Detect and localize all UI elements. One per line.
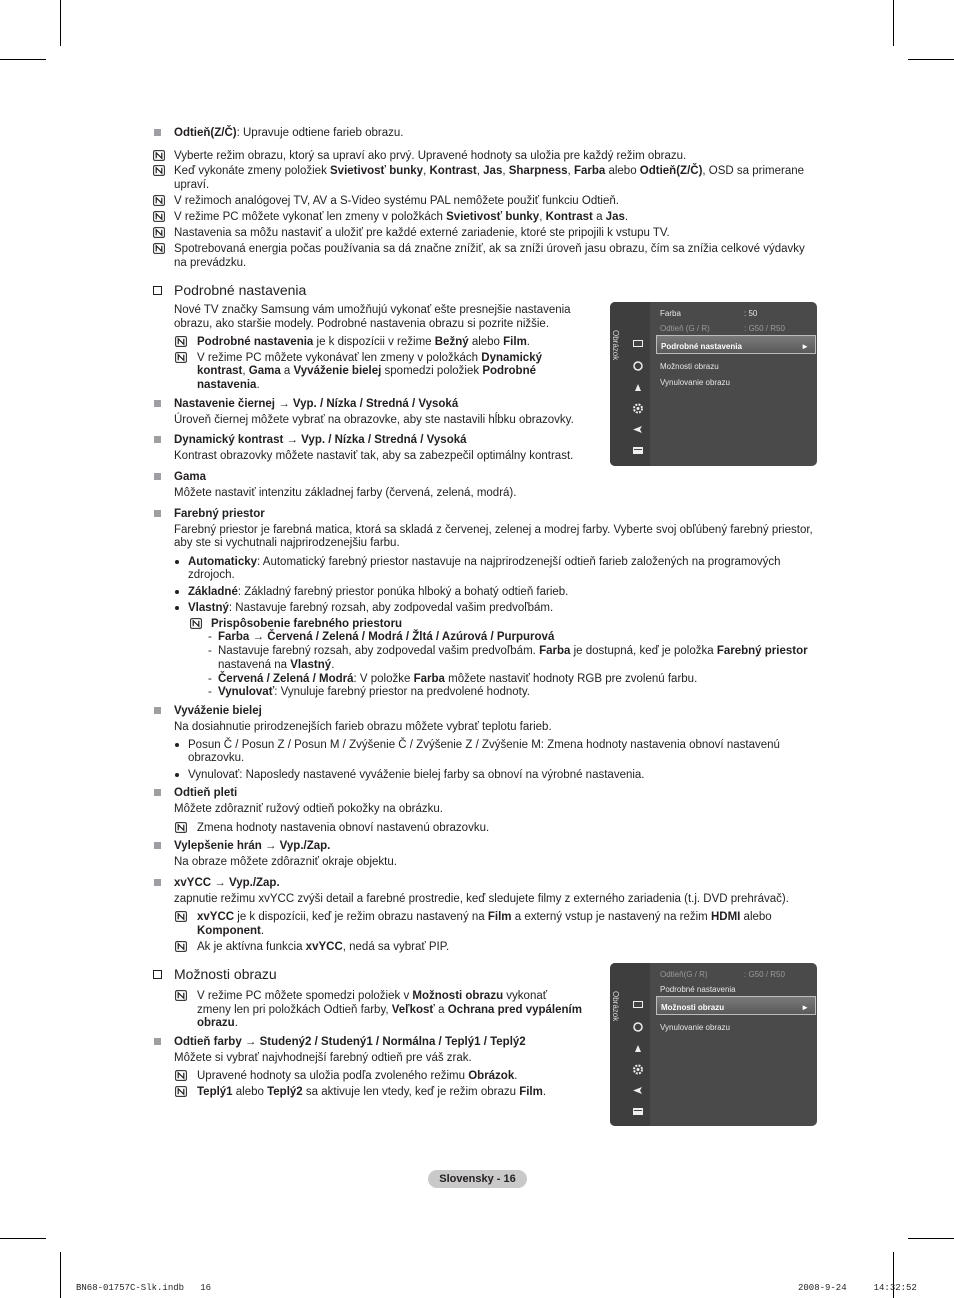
crop-mark: [60, 1252, 61, 1298]
xvycc-note-cont: Komponent.: [197, 925, 265, 937]
channel-icon: [632, 382, 644, 393]
osd-menu-podrobne: [610, 302, 817, 466]
note-icon: [153, 195, 165, 206]
arrow-right-icon: ►: [801, 1003, 809, 1012]
hran-body: Na obraze môžete zdôrazniť okraje objektu.: [174, 856, 397, 868]
dash: -: [208, 673, 212, 685]
farpr-d2: Nastavuje farebný rozsah, aby zodpovedal vašim predvoľbám. Farba je dostupná, keď je položka Farebný priestor: [218, 645, 808, 657]
osd-row-label: Odtieň(G / R): [660, 970, 708, 979]
note-icon: [175, 1070, 187, 1081]
crop-mark: [0, 59, 46, 60]
bullet-dot: [175, 773, 179, 777]
xvycc-note: xvYCC je k dispozícii, keď je režim obrazu nastavený na Film a externý vstup je nastavený na režim HDMI alebo: [197, 911, 772, 923]
channel-icon: [632, 1043, 644, 1054]
square-bullet-icon: [154, 510, 161, 517]
dash: -: [208, 631, 212, 643]
note-text: Keď vykonáte zmeny položiek Svietivosť bunky, Kontrast, Jas, Sharpness, Farba alebo Odtieň(Z/Č), OSD sa primerane: [174, 165, 805, 177]
note-text: V režime PC môžete vykonať len zmeny v položkách Svietivosť bunky, Kontrast a Jas.: [174, 211, 629, 223]
sound-icon: [632, 1021, 644, 1032]
note-text: na prevádzku.: [174, 257, 247, 269]
gama-head: Gama: [174, 471, 206, 483]
note-icon: [153, 227, 165, 238]
bullet-dot: [175, 743, 179, 747]
cierna-head: Nastavenie čiernej → Vyp. / Nízka / Stredná / Vysoká: [174, 398, 459, 410]
osd-menu-item[interactable]: Vynulovanie obrazu: [660, 378, 730, 387]
note-icon: [153, 150, 165, 161]
setup-gear-icon: [632, 403, 644, 414]
farpr-d3: Červená / Zelená / Modrá: V položke Farba môžete nastaviť hodnoty RGB pre zvolenú farbu.: [218, 673, 698, 685]
osd-selected-item[interactable]: [656, 996, 816, 1015]
note-icon: [175, 990, 187, 1001]
gama-body: Môžete nastaviť intenzitu základnej farby (červená, zelená, modrá).: [174, 487, 517, 499]
square-bullet-icon: [154, 789, 161, 796]
input-icon: [632, 424, 644, 435]
vyvaz-b2: Vynulovať: Naposledy nastavené vyváženie bielej farby sa obnoví na výrobné nastavenia.: [188, 769, 645, 781]
page-number-badge: Slovensky - 16: [428, 1170, 527, 1188]
osd-row-label: Odtieň (G / R): [660, 324, 710, 333]
farpr-bullet-cont: zdrojoch.: [188, 569, 235, 581]
odtfar-note: Teplý1 alebo Teplý2 sa aktivuje len vtedy, keď je režim obrazu Film.: [197, 1086, 547, 1098]
sound-icon: [632, 360, 644, 371]
section-heading-moznosti: Možnosti obrazu: [174, 966, 277, 982]
farpr-d4: Vynulovať: Vynuluje farebný priestor na predvolené hodnoty.: [218, 686, 530, 698]
bullet-dot: [175, 560, 179, 564]
note-icon: [175, 352, 187, 363]
moznosti-note-line: obrazu.: [197, 1017, 238, 1029]
odtien-line: Odtieň(Z/Č): Upravuje odtiene farieb obrazu.: [174, 127, 404, 139]
note-icon: [153, 243, 165, 254]
note-icon: [175, 822, 187, 833]
osd-menu-item[interactable]: Podrobné nastavenia: [660, 985, 736, 994]
osd-row-value: : 50: [744, 309, 758, 318]
osd-side-label: Obrázok: [611, 330, 620, 361]
farpr-sub-head: Prispôsobenie farebného priestoru: [211, 618, 403, 630]
note-text: Spotrebovaná energia počas používania sa dá značne znížiť, ak sa zníži úroveň jasu obrazu, čím sa znížia celkové výdavky: [174, 243, 805, 255]
square-bullet-icon: [154, 707, 161, 714]
crop-mark: [908, 1238, 954, 1239]
bullet-dot: [175, 606, 179, 610]
picture-icon: [632, 999, 644, 1010]
crop-mark: [908, 59, 954, 60]
intro-line: obrazu, ako staršie modely. Podrobné nastavenia obrazu si pozrite nižšie.: [174, 318, 550, 330]
hran-head: Vylepšenie hrán → Vyp./Zap.: [174, 840, 331, 852]
crop-mark: [893, 0, 894, 46]
note-text: Nastavenia sa môžu nastaviť a uložiť pre každé externé zariadenie, ktoré ste pripojili k vstupu TV.: [174, 227, 670, 239]
dynkon-body: Kontrast obrazovky môžete nastaviť tak, aby sa zabezpečil optimálny kontrast.: [174, 450, 574, 462]
bullet-dot: [175, 590, 179, 594]
pleti-head: Odtieň pleti: [174, 787, 238, 799]
farpr-d2b: nastavená na Vlastný.: [218, 659, 335, 671]
pleti-note: Zmena hodnoty nastavenia obnoví nastavenú obrazovku.: [197, 822, 490, 834]
dynkon-head: Dynamický kontrast → Vyp. / Nízka / Stredná / Vysoká: [174, 434, 467, 446]
note-icon: [153, 211, 165, 222]
vyvaz-head: Vyváženie bielej: [174, 705, 262, 717]
farpr-bullet: Základné: Základný farebný priestor ponúka hlboký a bohatý odtieň farieb.: [188, 586, 569, 598]
odtfar-head: Odtieň farby → Studený2 / Studený1 / Normálna / Teplý1 / Teplý2: [174, 1036, 526, 1048]
podrobne-note: Podrobné nastavenia je k dispozícii v režime Bežný alebo Film.: [197, 336, 530, 348]
checkbox-icon: [153, 970, 162, 979]
note-icon: [175, 941, 187, 952]
square-bullet-icon: [154, 842, 161, 849]
xvycc-note: Ak je aktívna funkcia xvYCC, nedá sa vybrať PIP.: [197, 941, 450, 953]
square-bullet-icon: [154, 1038, 161, 1045]
note-icon: [175, 1086, 187, 1097]
farpr-bullet: Automaticky: Automatický farebný priestor nastavuje na najprirodzenejší odtieň farieb založených na programových: [188, 556, 781, 568]
farpr-body: Farebný priestor je farebná matica, ktorá sa skladá z červenej, zelenej a modrej farby. Vyberte svoj obľúbený farebný priestor,: [174, 524, 813, 536]
square-bullet-icon: [154, 436, 161, 443]
osd-side-label: Obrázok: [611, 991, 620, 1022]
osd-selected-label: Možnosti obrazu: [661, 1003, 725, 1012]
osd-menu-moznosti: [610, 963, 817, 1126]
osd-sidebar: [610, 302, 650, 466]
dash: -: [208, 645, 212, 657]
cierna-body: Úroveň čiernej môžete vybrať na obrazovke, aby ste nastavili hĺbku obrazovky.: [174, 414, 574, 426]
farpr-bullet: Vlastný: Nastavuje farebný rozsah, aby zodpovedal vašim predvoľbám.: [188, 602, 554, 614]
crop-mark: [60, 0, 61, 46]
note-icon: [175, 336, 187, 347]
picture-icon: [632, 338, 644, 349]
podrobne-note-cont: nastavenia.: [197, 379, 260, 391]
podrobne-note: V režime PC môžete vykonávať len zmeny v položkách Dynamický: [197, 352, 542, 364]
square-bullet-icon: [154, 400, 161, 407]
osd-row-label: Farba: [660, 309, 681, 318]
osd-row-value: : G50 / R50: [744, 324, 785, 333]
moznosti-note-line: zmeny len pri položkách Odtieň farby, Veľkosť a Ochrana pred vypálením: [197, 1004, 582, 1016]
vyvaz-body: Na dosiahnutie prirodzenejších farieb obrazu môžete vybrať teplotu farieb.: [174, 721, 552, 733]
setup-gear-icon: [632, 1064, 644, 1075]
pleti-body: Môžete zdôrazniť ružový odtieň pokožky na obrázku.: [174, 803, 443, 815]
odtfar-note: Upravené hodnoty sa uložia podľa zvoleného režimu Obrázok.: [197, 1070, 518, 1082]
farpr-d1: Farba → Červená / Zelená / Modrá / Žltá / Azúrová / Purpurová: [218, 631, 555, 643]
note-text: Vyberte režim obrazu, ktorý sa upraví ako prvý. Upravené hodnoty sa uložia pre každý režim obrazu.: [174, 150, 687, 162]
vyvaz-b1b: obrazovku.: [188, 752, 245, 764]
arrow-right-icon: ►: [801, 342, 809, 351]
xvycc-head: xvYCC → Vyp./Zap.: [174, 877, 280, 889]
note-icon: [175, 911, 187, 922]
osd-menu-item[interactable]: Možnosti obrazu: [660, 362, 719, 371]
odtfar-body: Môžete si vybrať najvhodnejší farebný odtieň pre váš zrak.: [174, 1052, 472, 1064]
square-bullet-icon: [154, 473, 161, 480]
farpr-body: aby ste si vychutnali najprirodzenejšiu farbu.: [174, 537, 400, 549]
osd-selected-item[interactable]: [656, 335, 816, 354]
note-text: upraví.: [174, 179, 210, 191]
input-icon: [632, 1085, 644, 1096]
osd-sidebar: [610, 963, 650, 1126]
application-icon: [632, 445, 644, 456]
checkbox-icon: [153, 286, 162, 295]
podrobne-note-cont: kontrast, Gama a Vyváženie bielej spomedzi položiek Podrobné: [197, 365, 536, 377]
section-heading-podrobne: Podrobné nastavenia: [174, 282, 307, 298]
note-icon: [153, 165, 165, 176]
footer-file: BN68-01757C-Slk.indb 16: [76, 1283, 212, 1293]
application-icon: [632, 1106, 644, 1117]
intro-line: Nové TV značky Samsung vám umožňujú vykonať ešte presnejšie nastavenia: [174, 304, 571, 316]
note-text: V režimoch analógovej TV, AV a S-Video systému PAL nemôžete použiť funkciu Odtieň.: [174, 195, 619, 207]
footer-date: 2008-9-24 14:32:52: [798, 1283, 917, 1293]
square-bullet-icon: [154, 129, 161, 136]
farpr-head: Farebný priestor: [174, 508, 265, 520]
osd-menu-item[interactable]: Vynulovanie obrazu: [660, 1023, 730, 1032]
xvycc-body: zapnutie režimu xvYCC zvýši detail a farebné prostredie, keď sledujete filmy z externého zariadenia (t.j. DVD prehrávač).: [174, 893, 789, 905]
osd-row-value: : G50 / R50: [744, 970, 785, 979]
crop-mark: [0, 1238, 46, 1239]
vyvaz-b1: Posun Č / Posun Z / Posun M / Zvýšenie Č / Zvýšenie Z / Zvýšenie M: Zmena hodnoty nastavenia obnoví nastavenú: [188, 739, 780, 751]
moznosti-note-line: V režime PC môžete spomedzi položiek v Možnosti obrazu vykonať: [197, 990, 548, 1002]
osd-selected-label: Podrobné nastavenia: [661, 342, 742, 351]
dash: -: [208, 686, 212, 698]
square-bullet-icon: [154, 879, 161, 886]
note-icon: [190, 618, 202, 629]
